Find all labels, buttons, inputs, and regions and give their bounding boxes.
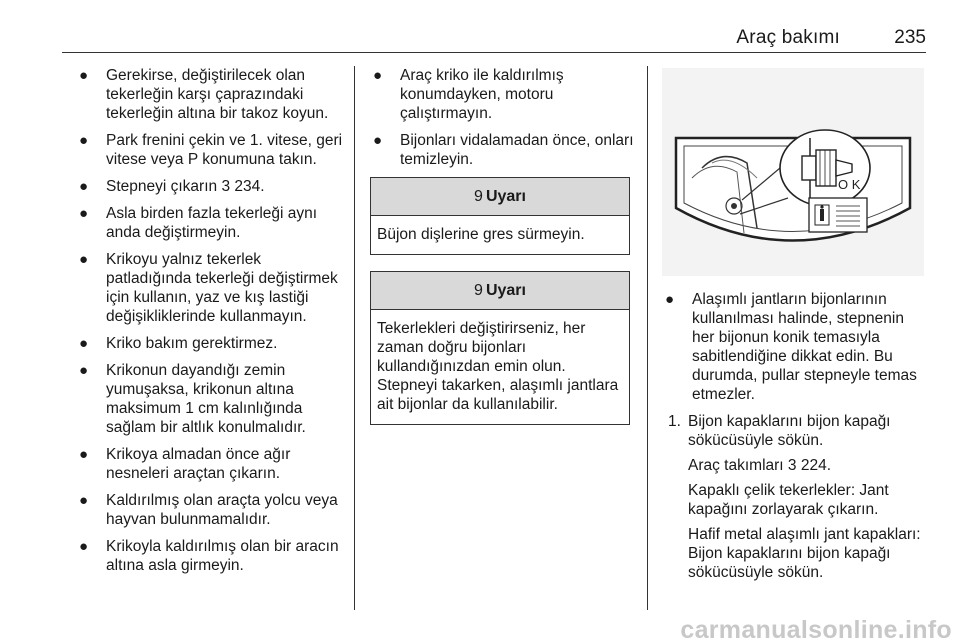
list-item: ● Krikoyla kaldırılmış olan bir aracın altına asla girmeyin. — [79, 538, 339, 574]
header-rule — [62, 52, 926, 53]
paragraph: Kapaklı çelik tekerlekler: Jant kapağını zorlayarak çıkarın. — [688, 482, 889, 518]
warning-title: Uyarı — [485, 188, 526, 205]
list-item: ● Krikoya almadan önce ağır nesneleri araçtan çıkarın. — [79, 446, 291, 482]
page-title: Araç bakımı — [736, 27, 840, 48]
warning-header — [371, 178, 629, 216]
warning-text: Büjon dişlerine gres sürmeyin. — [377, 226, 585, 243]
list-item: ● Krikoyu yalnız tekerlek patladığında tekerleği değiştirmek için kullanın, yaz ve kış lastiği değişikliklerinde kullanmayın. — [79, 251, 338, 325]
warning-triangle-icon: 9 — [474, 282, 483, 299]
warning-triangle-icon: 9 — [474, 188, 483, 205]
list-item: ● Asla birden fazla tekerleği aynı anda değiştirmeyin. — [79, 205, 318, 241]
list-item: ● Kriko bakım gerektirmez. — [79, 335, 278, 352]
column-divider — [647, 66, 648, 610]
paragraph: Araç takımları 3 224. — [688, 457, 832, 474]
warning-box — [370, 271, 630, 425]
warning-header — [371, 272, 629, 310]
page-header — [62, 22, 926, 52]
list-item: ● Gerekirse, değiştirilecek olan tekerleğin karşı çaprazındaki tekerleğin altına bir takoz koyun. — [79, 67, 329, 122]
wheel-bolt-illustration — [662, 68, 924, 276]
column-right — [662, 290, 930, 588]
figure-label: O K — [838, 177, 861, 192]
list-item: ● Alaşımlı jantların bijonlarının kullanılması halinde, stepnenin her bijonun konik temasıyla sabitlendiğine dikkat edin. Bu durumda, pullar stepneyle temas etmezler. — [665, 291, 917, 403]
paragraph: Hafif metal alaşımlı jant kapakları: Bijon kapaklarını bijon kapağı sökücüsüyle sökün. — [688, 526, 921, 581]
list-item: ● Stepneyi çıkarın 3 234. — [79, 178, 265, 195]
column-left — [76, 66, 348, 583]
step-number: 1. — [668, 413, 681, 430]
column-middle — [370, 66, 636, 425]
numbered-step — [662, 412, 930, 450]
list-item: ● Park frenini çekin ve 1. vitese, geri vitese veya P konumuna takın. — [79, 132, 343, 168]
step-text: Bijon kapaklarını bijon kapağı sökücüsüyle sökün. — [688, 413, 891, 449]
watermark: carmanualsonline.info — [680, 616, 952, 642]
column-divider — [354, 66, 355, 610]
list-item: ● Krikonun dayandığı zemin yumuşaksa, krikonun altına maksimum 1 cm kalınlığında sağlam bir altlık konulmalıdır. — [79, 362, 306, 436]
page-number: 235 — [894, 27, 926, 48]
list-item: ● Araç kriko ile kaldırılmış konumdayken, motoru çalıştırmayın. — [373, 67, 564, 122]
warning-box — [370, 177, 630, 255]
list-item: ● Bijonları vidalamadan önce, onları temizleyin. — [373, 132, 634, 168]
list-item: ● Kaldırılmış olan araçta yolcu veya hayvan bulunmamalıdır. — [79, 492, 338, 528]
warning-text: Tekerlekleri değiştirirseniz, her zaman doğru bijonları kullandığınızdan emin olun. Stepneyi takarken, alaşımlı jantlara ait bijonlar da kullanılabilir. — [377, 320, 619, 413]
wheel-bolt-drawing — [662, 68, 924, 276]
warning-title: Uyarı — [485, 282, 526, 299]
